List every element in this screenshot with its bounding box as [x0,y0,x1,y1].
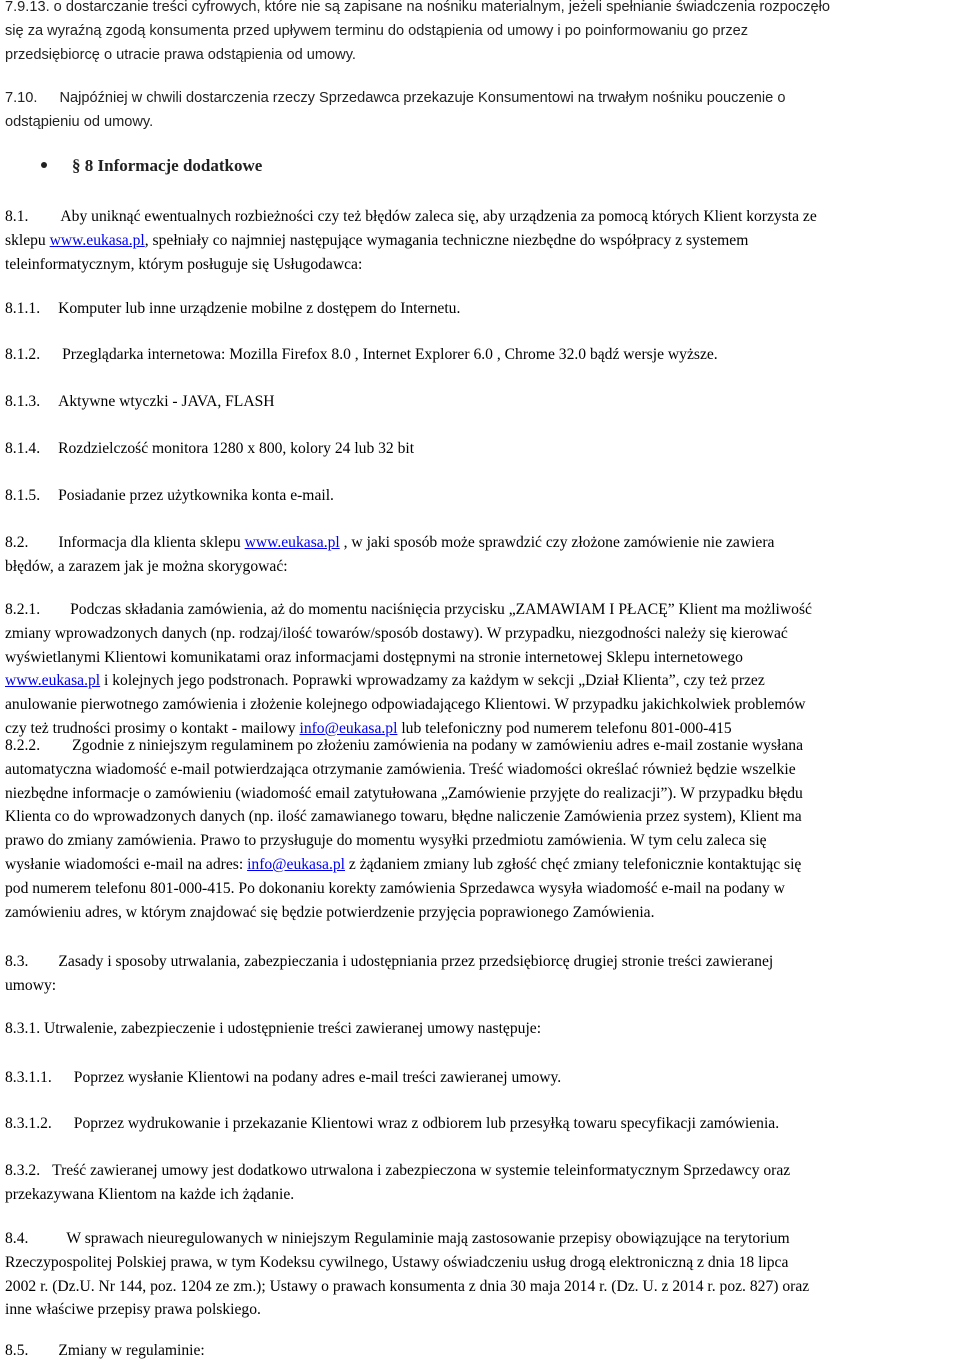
paragraph-8-2-1 [5,598,960,741]
text-line: wyświetlanymi Klientowi komunikatami oraz informacjami dostępnymi na stronie internetowej Sklepu internetowego [5,648,743,666]
text-line [5,1227,960,1251]
text-line [5,87,960,111]
email-link[interactable]: info@eukasa.pl [299,719,398,737]
text-line: inne właściwe przepisy prawa polskiego. [5,1301,261,1319]
paragraph-8-3 [5,950,960,998]
text-line: Rzeczypospolitej Polskiej prawa, w tym Kodeksu cywilnego, Ustawy oświadczeniu usług drogą elektroniczną z dnia 18 lipca [5,1253,789,1271]
shop-link[interactable]: www.eukasa.pl [244,534,340,551]
clause-number: 8.3. [5,953,29,970]
requirement-8-1-5 [5,484,960,508]
text-line [5,205,960,229]
clause-text: Poprzez wysłanie Klientowi na podany adres e-mail treści zawieranej umowy. [73,1069,562,1086]
text-line: anulowanie pierwotnego zamówienia i złożenie kolejnego odpowiadającego Klientowi. W przypadku jakichkolwiek problemów [5,696,806,714]
clause-number: 8.1.1. [5,300,41,317]
text-line [5,734,960,758]
text-line: umowy: [5,976,57,994]
clause-number: 8.2. [5,534,29,551]
clause-number: 8.1.3. [5,393,41,410]
text-fragment: Informacja dla klienta sklepu [58,534,245,551]
paragraph-8-3-1-1 [5,1066,960,1090]
paragraph-8-4 [5,1227,960,1322]
clause-text: W sprawach nieuregulowanych w niniejszym Regulaminie mają zastosowanie przepisy obowiązujące na terytorium [66,1230,790,1247]
clause-number: 8.2.2. [5,737,41,754]
clause-number: 8.5. [5,1342,29,1359]
clause-text: Zgodnie z niniejszym regulaminem po złożeniu zamówienia na podany w zamówieniu adres e-mail zostanie wysłana [72,737,804,754]
clause-text: Zmiany w regulaminie: [58,1342,205,1359]
text-line: zmiany wprowadzonych danych (np. rodzaj/ilość towarów/sposób dostawy). W przypadku, niezgodności należy się kierować [5,624,788,642]
text-line [5,1159,960,1183]
section-heading: § 8 Informacje dodatkowe [72,156,263,175]
text-line [5,853,960,877]
paragraph-8-5 [5,1339,960,1363]
requirement-8-1-1 [5,297,960,321]
paragraph-7-10 [5,87,960,135]
text-fragment: , w jaki sposób może sprawdzić czy złożone zamówienie nie zawiera [339,534,775,551]
clause-number: 8.4. [5,1230,29,1247]
text-fragment: czy też trudności prosimy o kontakt - mailowy [5,719,300,737]
text-fragment: sklepu [5,231,50,249]
text-fragment: wysłanie wiadomości e-mail na adres: [5,855,248,873]
text-line: odstąpieniu od umowy. [5,113,154,130]
text-fragment: lub telefoniczny pod numerem telefonu 801-000-415 [397,719,732,737]
clause-text: Przeglądarka internetowa: Mozilla Firefox 8.0 , Internet Explorer 6.0 , Chrome 32.0 bądź wersje wyższe. [62,346,718,363]
text-fragment: i kolejnych jego podstronach. Poprawki wprowadzamy za każdym w sekcji „Dział Klienta”, czy też przez [100,672,765,690]
email-link[interactable]: info@eukasa.pl [247,855,345,873]
clause-number: 8.1.4. [5,440,41,457]
clause-number: 8.1.5. [5,487,41,504]
paragraph-8-3-1 [5,1017,960,1041]
text-line: błędów, a zarazem jak je można skorygować: [5,557,288,575]
clause-text: Podczas składania zamówienia, aż do momentu naciśnięcia przycisku „ZAMAWIAM I PŁACĘ” Klient ma możliwość [70,601,812,618]
shop-link[interactable]: www.eukasa.pl [49,231,145,249]
paragraph-8-3-1-2 [5,1112,960,1136]
text-line: przekazywana Klientom na każde ich żądanie. [5,1185,295,1203]
text-line: niezbędne informacje o zamówieniu (wiadomość email zatytułowana „Zamówienie przyjęte do realizacji”). W przypadku błędu [5,784,803,802]
clause-text: Zasady i sposoby utrwalania, zabezpieczania i udostępniania przez przedsiębiorcę drugiej stronie treści zawieranej [58,953,774,970]
text-fragment: z żądaniem zmiany lub zgłość chęć zmiany telefonicznie kontaktując się [345,855,802,873]
shop-link[interactable]: www.eukasa.pl [5,672,101,690]
text-line: zamówieniu adres, w którym znajdować się będzie potwierdzenie przyjęcia poprawionego Zamówienia. [5,903,655,921]
paragraph-8-1 [5,205,960,276]
paragraph-8-2 [5,531,960,579]
clause-number: 8.1.2. [5,346,41,363]
clause-number: 7.10. [5,90,38,106]
clause-number: 8.3.1.2. [5,1115,52,1132]
text-line [5,669,960,693]
paragraph-7-9-13 [5,0,960,67]
text-line: automatyczna wiadomość e-mail potwierdzająca otrzymanie zamówienia. Treść wiadomości określać również będzie wszelkie [5,760,796,778]
text-line: teleinformatycznym, którym posługuje się Usługodawca: [5,255,363,273]
text-line [5,531,960,555]
text-line: 2002 r. (Dz.U. Nr 144, poz. 1204 ze zm.); Ustawy o prawach konsumenta z dnia 30 maja 2014 r. (Dz. U. z 2014 r. poz. 827) oraz [5,1277,810,1295]
paragraph-8-2-2 [5,734,960,924]
clause-text: Poprzez wydrukowanie i przekazanie Klientowi wraz z odbiorem lub przesyłką towaru specyfikacji zamówienia. [73,1115,780,1132]
clause-text: Najpóźniej w chwili dostarczenia rzeczy Sprzedawca przekazuje Konsumentowi na trwałym nośniku pouczenie o [59,90,786,106]
clause-number: 8.3.1.1. [5,1069,52,1086]
clause-number: 8.2.1. [5,601,41,618]
text-line [5,598,960,622]
clause-text: 8.3.1. Utrwalenie, zabezpieczenie i udostępnienie treści zawieranej umowy następuje: [5,1020,542,1037]
clause-text: Aby uniknąć ewentualnych rozbieżności czy też błędów zaleca się, aby urządzenia za pomocą których Klient korzysta ze [60,208,817,225]
clause-text: Treść zawieranej umowy jest dodatkowo utrwalona i zabezpieczona w systemie teleinformatycznym Sprzedawcy oraz [52,1162,791,1179]
clause-number: 8.1. [5,208,29,225]
text-line: Klienta co do wprowadzonych danych (np. ilość zamawianego towaru, błędne naliczenie Zamówienia przez system), Klient ma [5,808,802,826]
text-line: pod numerem telefonu 801-000-415. Po dokonaniu korekty zamówienia Sprzedawca wysyła wiadomość e-mail na podany w [5,879,785,897]
paragraph-8-3-2 [5,1159,960,1207]
requirement-8-1-4 [5,437,960,461]
text-fragment: , spełniały co najmniej następujące wymagania techniczne niezbędne do współpracy z systemem [144,231,749,249]
text-line [5,229,960,253]
text-line: przedsiębiorcę o utracie prawa odstąpienia od umowy. [5,46,356,63]
clause-text: Komputer lub inne urządzenie mobilne z dostępem do Internetu. [58,300,461,317]
text-line: 7.9.13. o dostarczanie treści cyfrowych, które nie są zapisane na nośniku materialnym, jeżeli spełnianie świadczenia rozpoczęło [5,0,830,15]
text-line: się za wyraźną zgodą konsumenta przed upływem terminu do odstąpienia od umowy i po poinformowaniu go przez [5,22,749,39]
clause-text: Aktywne wtyczki - JAVA, FLASH [58,393,275,410]
clause-text: Rozdzielczość monitora 1280 x 800, kolory 24 lub 32 bit [58,440,415,457]
requirement-8-1-3 [5,390,960,414]
bullet-icon [41,162,47,168]
text-line [5,950,960,974]
requirement-8-1-2 [5,343,960,367]
clause-text: Posiadanie przez użytkownika konta e-mail. [58,487,334,504]
clause-number: 8.3.2. [5,1162,41,1179]
text-line: prawo do zmiany zamówienia. Prawo to przysługuje do momentu wysyłki przedmiotu zamówienia. W tym celu zaleca się [5,832,767,850]
